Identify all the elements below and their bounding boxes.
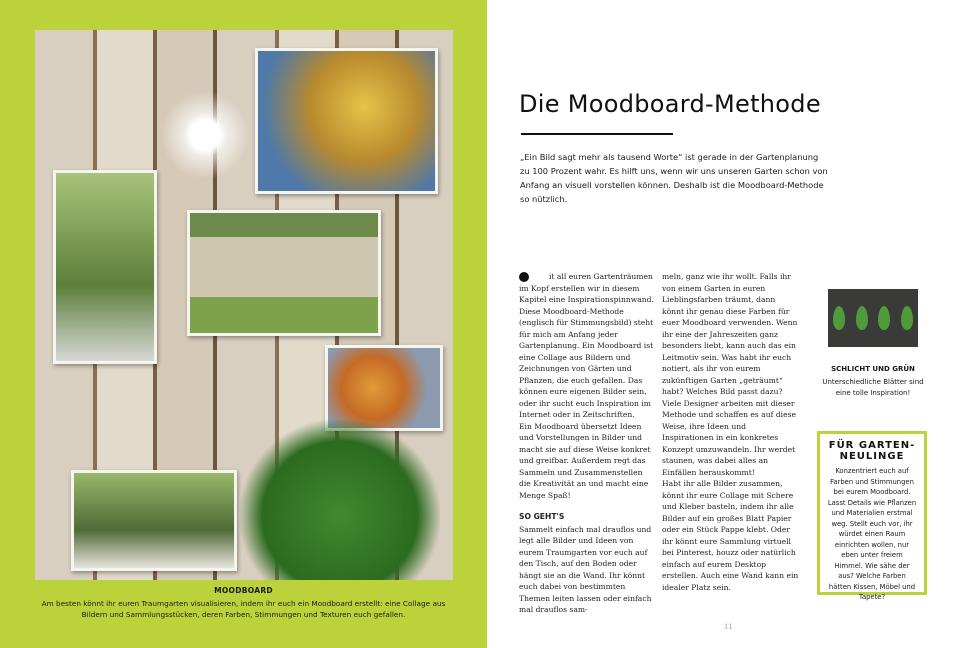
country-house-photo — [187, 210, 381, 336]
leaves-photo — [828, 289, 918, 347]
text-column-1 — [519, 271, 654, 616]
side-photo-title: SCHLICHT UND GRÜN — [831, 365, 915, 373]
body-paragraph: Ein Moodboard übersetzt Ideen und Vorstellungen in Bilder und macht sie auf diese Weise konkret und greifbar. Außerdem regt das Sammeln und Zusammenstellen die Kreativität an und macht eine Menge Spaß! — [519, 421, 651, 500]
page-number: 11 — [724, 623, 733, 631]
fern-leaves — [240, 420, 440, 580]
body-paragraph: Sammelt einfach mal drauflos und legt alle Bilder und Ideen von eurem Traumgarten vor euch auf den Tisch, auf den Boden oder hängt sie an die Wand. Ihr könnt euch dabei von bestimmten Themen leiten lassen oder einfach mal drauflos sam- — [519, 524, 652, 614]
body-paragraph: meln, ganz wie ihr wollt. Falls ihr von einem Garten in euren Lieblingsfarben träumt, dann könnt ihr genau diese Farben für euer Moodboard verwenden. Wenn ihr eine der Jahreszeiten ganz besonders liebt, kann auch das ein Leitmotiv sein. Was habt ihr euch notiert, als ihr von eurem zukünftigen Garten „geträumt“ habt? Welches Bild passt dazu? — [662, 272, 798, 396]
photo-caption-title: MOODBOARD — [214, 586, 273, 595]
witch-hazel-photo — [255, 48, 438, 194]
tip-box-title: FÜR GARTEN-NEULINGE — [828, 440, 916, 462]
garden-scene-photo — [53, 170, 157, 364]
apples-photo — [325, 345, 443, 431]
page-title: Die Moodboard-Methode — [519, 90, 821, 118]
photo-caption-text: Am besten könnt ihr euren Traumgarten visualisieren, indem ihr euch ein Moodboard erstellt: eine Collage aus Bildern und Sammlungsstücken, deren Farben, Stimmungen und Texturen euch gefallen. — [41, 599, 446, 619]
leaf-shape — [878, 306, 890, 330]
section-subhead: SO GEHT'S — [519, 512, 565, 521]
leaf-shape — [901, 306, 913, 330]
body-paragraph: Viele Designer arbeiten mit dieser Methode und schaffen es auf diese Weise, ihre Ideen und Inspirationen in ein konkretes Konzept umzuwandeln. Ihr werdet staunen, was dabei alles an Einfällen herauskommt! — [662, 398, 796, 477]
intro-paragraph: „Ein Bild sagt mehr als tausend Worte“ ist gerade in der Gartenplanung zu 100 Prozent wahr. Es hilft uns, wenn wir uns unseren Garten schon von Anfang an visuell vorstellen können. Deshalb ist die Moodboard-Methode so nützlich. — [520, 152, 828, 204]
drop-cap-dot — [519, 272, 529, 282]
title-underline — [521, 133, 673, 135]
side-photo-caption: Unterschiedliche Blätter sind eine tolle Inspiration! — [822, 378, 924, 397]
text-column-2 — [662, 271, 799, 593]
body-paragraph: Habt ihr alle Bilder zusammen, könnt ihr eure Collage mit Schere und Kleber basteln, indem ihr alle Bilder auf ein großes Blatt Papier oder ein Stück Pappe klebt. Oder ihr könnt eure Sammlung virtuell bei Pinterest, houzz oder natürlich einfach auf eurem Desktop erstellen. Auch eine Wand kann ein idealer Platz sein. — [662, 479, 799, 592]
tip-box — [817, 431, 927, 601]
leaf-shape — [856, 306, 868, 330]
body-paragraph: it all euren Gartenträumen im Kopf erstellen wir in diesem Kapitel eine Inspirationspinnwand. Diese Moodboard-Methode (englisch für Stimmungsbild) steht für mich am Anfang jeder Gartenplanung. Ein Moodboard ist eine Collage aus Bildern und Zeichnungen von Gärten und Pflanzen, die euch gefallen. Das können eure eigenen Bilder sein, oder ihr sucht euch Inspiration im Internet oder in Zeitschriften. — [519, 272, 654, 419]
birdhouse-photo — [71, 470, 237, 571]
moodboard-collage-photo — [35, 30, 453, 580]
tip-box-text: Konzentriert euch auf Farben und Stimmungen bei eurem Moodboard. Lasst Details wie Pflanzen und Materialien erstmal weg. Stellt euch vor, ihr würdet einen Raum einrichten wollen, nur eben unter freiem Himmel. Wie sähe der aus? Welche Farben hätten Kissen, Möbel und Tapete? — [827, 467, 917, 601]
white-flowers — [155, 80, 255, 190]
leaf-shape — [833, 306, 845, 330]
right-page — [487, 0, 973, 648]
